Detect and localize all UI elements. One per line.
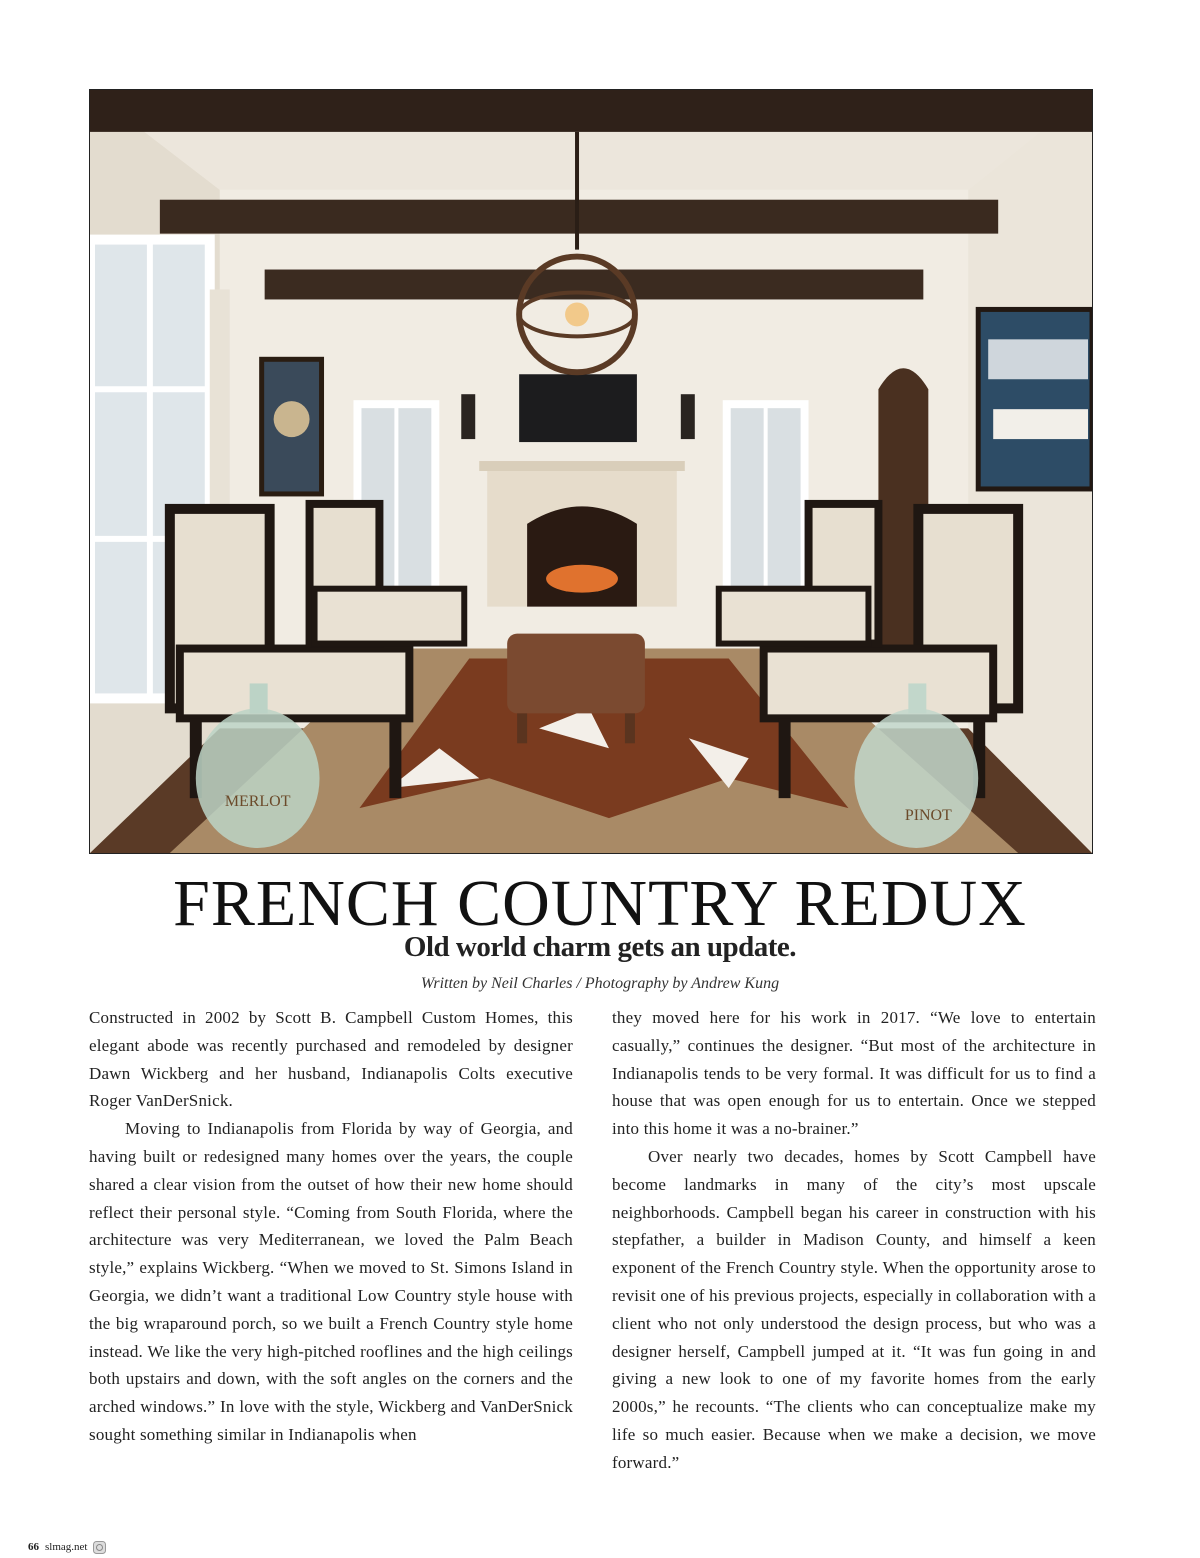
demijohn-label-left: MERLOT [224, 793, 291, 811]
ceiling-beam [160, 200, 998, 234]
wall-sconce [461, 394, 475, 439]
magazine-logo-icon [93, 1541, 106, 1554]
article-headline: FRENCH COUNTRY REDUX [173, 867, 1027, 940]
wall-sconce [681, 394, 695, 439]
paragraph: Moving to Indianapolis from Florida by way of Georgia, and having built or redesigned many homes over the years, the couple shared a clear vision from the outset of how their new home should reflect their personal style. “Coming from South Florida, where the architecture was very Mediterranean, we loved the Palm Beach style,” explains Wickberg. “When we moved to St. Simons Island in Georgia, we didn’t want a traditional Low Country style house with the big wraparound porch, so we built a French Country style home instead. We like the very high-pitched rooflines and the high ceilings both upstairs and down, with the soft angles on the corners and the arched windows.” In love with the style, Wickberg and VanDerSnick sought something similar in Indianapolis when [89, 1119, 573, 1444]
article-subhead: Old world charm gets an update. [403, 931, 797, 963]
demijohn-label-right: PINOT [904, 807, 952, 825]
hero-photo [89, 89, 1093, 854]
page-folio [28, 1540, 106, 1554]
paragraph: they moved here for his work in 2017. “We love to entertain casually,” continues the designer. “But most of the architecture in Indianapolis tends to be very formal. It was difficult for us to find a house that was open enough for us to entertain. Once we stepped into this home it was a no-brainer.” [612, 1008, 1096, 1139]
leather-ottoman [507, 634, 645, 714]
paragraph: Constructed in 2002 by Scott B. Campbell Custom Homes, this elegant abode was recently purchased and remodeled by designer Dawn Wickberg and her husband, Indianapolis Colts executive Roger VanDerSnick. [89, 1008, 573, 1111]
living-room-illustration [90, 90, 1092, 853]
page-number: 66 [28, 1541, 39, 1553]
article-column-left [89, 1004, 573, 1449]
harbor-painting [978, 309, 1092, 489]
site-url[interactable]: slmag.net [45, 1541, 88, 1553]
paragraph: Over nearly two decades, homes by Scott Campbell have become landmarks in many of the city’s most upscale neighborhoods. Campbell began his career in construction with his stepfather, a builder in Madison County, and himself a keen exponent of the French Country style. When the opportunity arose to revisit one of his previous projects, especially in collaboration with a client who not only understood the design process, but who was a designer herself, Campbell jumped at it. “It was fun going in and giving a new look to one of my favorite homes from the early 2000s,” he recounts. “The clients who can conceptualize make my life so much easier. Because when we make a decision, we move forward.” [612, 1146, 1096, 1472]
article-byline: Written by Neil Charles / Photography by Andrew Kung [420, 975, 780, 992]
ceiling-beam [90, 90, 1092, 132]
article-column-right [612, 1004, 1096, 1477]
television [519, 374, 637, 442]
